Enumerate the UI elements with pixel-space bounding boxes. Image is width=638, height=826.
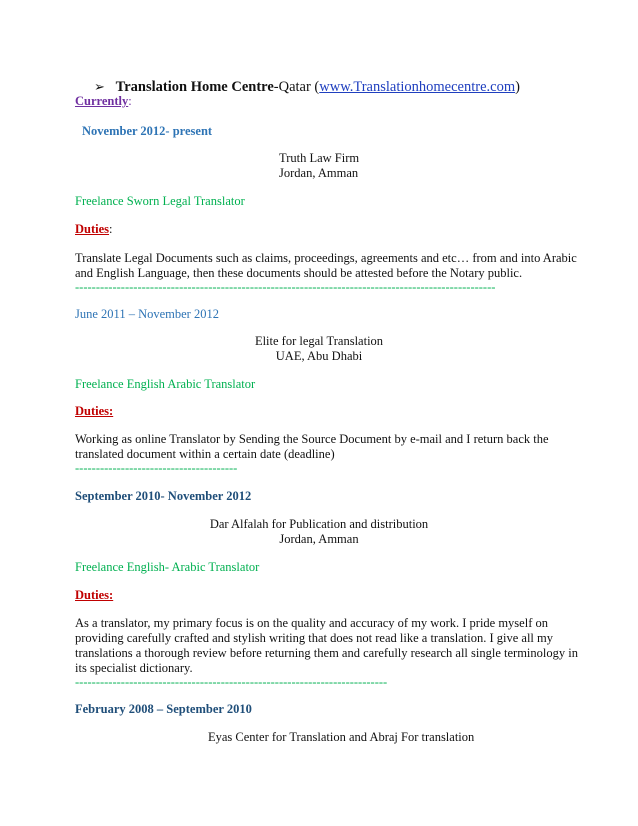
section-2-employer-line2: UAE, Abu Dhabi (275, 349, 363, 363)
section-4-dates: February 2008 – September 2010 (75, 702, 252, 716)
section-1-separator: ----------------------------------------------------------------------------------------------------- (75, 280, 496, 294)
section-3-dates: September 2010- November 2012 (75, 489, 252, 503)
section-3-description-line1: As a translator, my primary focus is on the quality and accuracy of my work. I pride myself on (75, 616, 548, 630)
section-1-dates: November 2012- present (82, 124, 213, 138)
section-3-description-line4: its specialist dictionary. (75, 661, 193, 675)
section-3-separator: --------------------------------------------------------------------------- (75, 675, 388, 689)
arrow-bullet-icon: ➢ (94, 79, 105, 94)
employer-heading (94, 78, 520, 96)
section-1-description-line1: Translate Legal Documents such as claims, proceedings, agreements and etc… from and into Arabic (75, 251, 577, 265)
section-1-duties-label: Duties: (75, 222, 113, 236)
section-4-employer-line1: Eyas Center for Translation and Abraj For translation (208, 730, 475, 744)
section-1-description-line2: and English Language, then these documents should be attested before the Notary public. (75, 266, 523, 280)
section-3-employer-line2: Jordan, Amman (279, 532, 359, 546)
heading-close-paren: ) (515, 79, 520, 95)
section-2-role: Freelance English Arabic Translator (75, 377, 256, 391)
section-3-duties-label: Duties: (75, 588, 114, 602)
section-2-description-line2: translated document within a certain date (deadline) (75, 447, 335, 461)
section-2-description-line1: Working as online Translator by Sending the Source Document by e-mail and I return back the (75, 432, 549, 446)
section-3-description-line3: translations a thorough review before returning them and carefully research all single terminology in (75, 646, 578, 660)
heading-org: Translation Home Centre (115, 79, 274, 95)
currently-label: Currently: (75, 94, 132, 108)
section-1-employer-line2: Jordan, Amman (279, 166, 359, 180)
section-2-duties-label: Duties: (75, 404, 114, 418)
section-1-employer-line1: Truth Law Firm (279, 151, 360, 165)
section-1-role: Freelance Sworn Legal Translator (75, 194, 245, 208)
section-3-role: Freelance English- Arabic Translator (75, 560, 260, 574)
section-2-employer-line1: Elite for legal Translation (254, 334, 384, 348)
heading-url-link[interactable]: www.Translationhomecentre.com (319, 79, 516, 95)
section-3-description-line2: providing carefully crafted and stylish writing that does not read like a translation. I give all my (75, 631, 553, 645)
section-2-dates: June 2011 – November 2012 (75, 307, 219, 321)
section-2-separator: --------------------------------------- (75, 461, 238, 475)
heading-country: -Qatar ( (273, 79, 320, 95)
section-3-employer-line1: Dar Alfalah for Publication and distribution (209, 517, 429, 531)
